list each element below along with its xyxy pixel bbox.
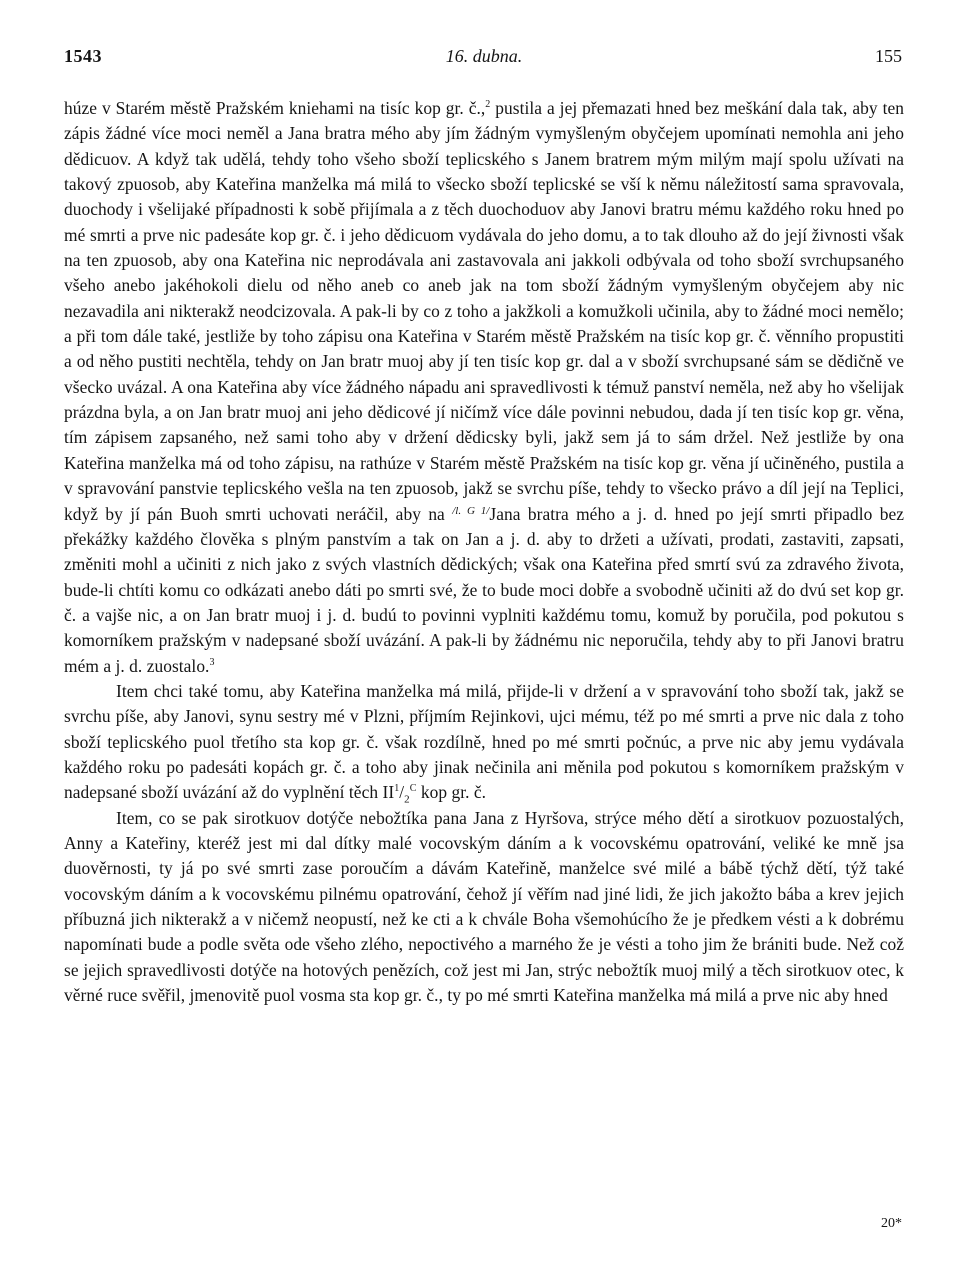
signature-mark: 20*	[881, 1216, 902, 1231]
text-run: pustila a jej přemazati hned bez meškání dala tak, aby ten zápis žádné více moci neměl a Jana bratra mého aby jím žádným vymyšleným obyčejem upomínati nemohla ani jeho dědicuov. A když tak udělá, tehdy toho všeho sboží teplicského s Janem bratrem mým milým mají spolu užívati na takový zpuosob, aby Kateřina manželka má milá to všecko sboží teplicské se vší k němu náležitostí sama spravovala, duochody i všelijaké případnosti k sobě přijímala a z těch duochoduov aby Janovi bratru mému každého roku hned po mé smrti a prve nic padesáte kop gr. č. i jeho dědicuom vydávala do jeho domu, a to tak dlouho až do její živnosti však na ten zpuosob, aby ona Kateřina nic neprodávala ani zastavovala ani jakkoli odbývala od toho sboží svrchupsaného všeho anebo jakéhokoli dielu od něho aneb co aneb jak na tom sboží žádným vymyšleným obyčejem aby nic nezavadila ani nikterakž neodcizovala. A pak-li by co z toho a jakžkoli a komužkoli učinila, aby to žádné moci nemělo; a při tom dále také, jestliže by toho zápisu ona Kateřina v Starém městě Pražském na tisíc kop gr. č. věnního propustiti a od něho pustiti nechtěla, tehdy on Jan bratr muoj aby jí ten tisíc kop gr. dal a v sboží svrchupsané sám se dědičně ve všecko uvázal. A ona Kateřina aby více žádného nápadu ani spravedlivosti k témuž panství neměla, než aby ho všelijak prázdna byla, a on Jan bratr muoj ani jeho dědicové jí ničímž více dále povinni nebudou, dada jí ten tisíc kop gr. věna, tím zápisem zapsaného, než sami toho aby v držení dědicsky byli, jakž sem já to sám držel. Než jestliže by ona Kateřina manželka má od toho zápisu, na rathúze v Starém městě Pražském na tisíc kop gr. věna jí učiněného, pustila a v spravování panstvie teplicského vešla na ten zpuosob, jakž se svrchu píše, tehdy to všecko právo a díl její na Teplici, když by jí pán Buoh smrti uchovati neráčil, aby na	[64, 98, 904, 524]
footnote-ref: 3	[209, 656, 215, 668]
footnote-ref: 2	[485, 99, 491, 110]
header-page-number: 155	[875, 46, 902, 66]
running-header	[64, 40, 904, 72]
footnote-ref: 1	[394, 783, 400, 795]
text-run: Item chci také tomu, aby Kateřina manželka má milá, přijde-li v držení a v spravování toho sboží tak, jakž se svrchu píše, aby Janovi, synu sestry mé v Plzni, příjmím Rejinkovi, ujci mému, též po mé smrti a prve nic dala z toho sboží teplicského puol třetího sta kop gr. č. však rozdílně, hned po mé smrti počnúc, a prve nic aby jemu vydávala každého roku po padesáti kopách gr. č. a toho aby jinak nečinila ani měnila pod pokutou s komorníkem pražským v nadepsané sboží uvázání až do vyplnění těch II	[64, 680, 904, 803]
document-page	[64, 40, 904, 1008]
footnote-ref: C	[409, 783, 417, 795]
header-year: 1543	[64, 46, 102, 66]
fraction-denominator: 2	[404, 793, 410, 806]
header-date: 16. dubna.	[445, 46, 523, 66]
paragraph	[64, 679, 904, 806]
paragraph	[64, 96, 904, 679]
text-run: kop gr. č.	[416, 782, 487, 803]
text-run: Jana bratra mého a j. d. hned po její smrti připadlo bez překážky každého člověka s plným panstvím a tak on Jan a j. d. aby to držeti a užívati, prodati, zastaviti, zapsati, změniti mohl a učiniti z nich jako z svých vlastních dědických; však ona Kateřina před smrtí svú za zdravého života, bude-li chtíti komu co odkázati anebo dáti po smrti své, že to bude moci dobře a svobodně učiniti až do dvú set kop gr. č. a vajše nic, a on Jan bratr muoj i j. d. budú to povinni vyplniti každému tomu, komuž by poručila, pod pokutou s komorníkem pražským v nadepsané sboží uvázání. A pak-li by žádnému nic neporučila, tehdy aby to při Janovi bratru mém a j. d. zuostalo.	[64, 503, 904, 676]
text-run: /	[399, 782, 405, 803]
body-text	[64, 96, 904, 1008]
paragraph	[64, 806, 904, 1009]
text-run: húze v Starém městě Pražském kniehami na tisíc kop gr. č.,	[64, 98, 486, 118]
text-run: Item, co se pak sirotkuov dotýče nebožtíka pana Jana z Hyršova, strýce mého dětí a sirotkuov pozuostalých, Anny a Kateřiny, kteréž jest mi dal dítky malé vocovským dáním a k vocovskému opatrování, veliké ke mně jsa duověrnosti, ty já po své smrti zase poroučím a dávám Kateřině, manželce své milé a bábě týchž dětí, týž také vocovským dáním a k vocovskému pilnému opatrování, čehož jí věřím nad jiné lidi, že jich jakožto bába a krev jejich příbuzná jich nikterakž a v ničemž neopustí, než ke cti a k chvále Boha všemohúcího že je předkem vésti a k dobrému napomínati bude a podle světa ode všeho zlého, nepoctivého a marného že je vésti a toho jim že brániti bude. Než což se jejich spravedlivosti dotýče na hotových penězích, což jest mi Jan, strýc nebožtík muoj milý a těch sirotkuov otec, k věrné ruce svěřil, jmenovitě puol vosma sta kop gr. č., ty po mé smrti Kateřina manželka má milá a prve nic aby hned	[64, 807, 904, 1006]
folio-marker: /l. G 1/	[452, 504, 490, 517]
